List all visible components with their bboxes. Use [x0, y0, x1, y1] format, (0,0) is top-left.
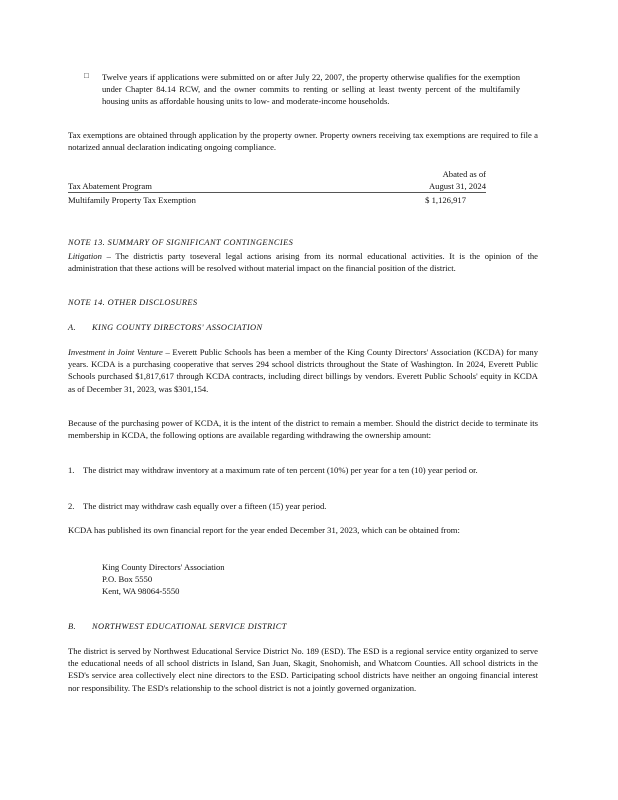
note13-paragraph: [68, 250, 538, 274]
address-line: Kent, WA 98064-5550: [102, 586, 180, 597]
kcda-text: – Everett Public Schools has been a member of the King County Directors' Association (KCDA) for many years. KCDA is a purchasing cooperative that serves 294 school districts throughout the State of Washington. In 2024, Everett Public Schools purchased $1,817,617 through KCDA contracts, including direct billings by vendors. Everett Public Schools' equity in KCDA as of December 31, 2023, was $301,154.: [68, 347, 538, 394]
table-header-row-2: [68, 180, 486, 193]
list-item-number: 1.: [68, 465, 75, 475]
note13-heading: NOTE 13. SUMMARY OF SIGNIFICANT CONTINGENCIES: [68, 238, 294, 247]
note13-lead: Litigation: [68, 251, 102, 261]
address-line: King County Directors' Association: [102, 562, 225, 572]
kcda-lead: Investment in Joint Venture: [68, 347, 163, 357]
bullet-text: Twelve years if applications were submitted on or after July 22, 2007, the property otherwise qualifies for the exemption under Chapter 84.14 RCW, and the owner commits to renting or selling at least twenty percent of the multifamily housing units as affordable housing units to low- and moderate-income households.: [102, 72, 520, 107]
section-b-letter: B.: [68, 622, 77, 631]
section-b-heading: [68, 621, 287, 633]
table-header-program: Tax Abatement Program: [68, 180, 351, 193]
table-row-value: $ 1,126,917: [425, 195, 466, 206]
table-header-abated: Abated as of: [442, 169, 486, 179]
kcda-report-paragraph: KCDA has published its own financial report for the year ended December 31, 2023, which can be obtained from:: [68, 525, 460, 535]
kcda-address: [102, 561, 225, 598]
section-a-heading: [68, 322, 262, 334]
address-line: P.O. Box 5550: [102, 574, 153, 585]
exemption-bullet: [84, 71, 520, 108]
table-header-row-1: [68, 168, 486, 180]
list-item: [68, 500, 540, 512]
kcda-paragraph: [68, 346, 538, 395]
esd-paragraph: The district is served by Northwest Educational Service District No. 189 (ESD). The ESD is a regional service entity organized to serve the educational needs of all school districts in Island, San Juan, Skagit, Snohomish, and Whatcom Counties. All school districts in the ESD's service area collectively elect nine directors to the ESD. Participating school districts have neither an ongoing financial interest nor responsibility. The ESD's relationship to the school district is not a jointly governed organization.: [68, 646, 538, 693]
list-item: [68, 464, 540, 476]
kcda-intent-paragraph: Because of the purchasing power of KCDA, it is the intent of the district to remain a member. Should the district decide to terminate its membership in KCDA, the following options are available regarding withdrawing the ownership amount:: [68, 418, 538, 441]
table-row: [68, 193, 486, 207]
tax-exemption-paragraph: Tax exemptions are obtained through application by the property owner. Property owners receiving tax exemptions are required to file a notarized annual declaration indicating ongoing compliance.: [68, 130, 538, 153]
section-b-title: NORTHWEST EDUCATIONAL SERVICE DISTRICT: [92, 622, 287, 631]
note14-heading: NOTE 14. OTHER DISCLOSURES: [68, 298, 198, 307]
list-item-text: The district may withdraw cash equally over a fifteen (15) year period.: [83, 501, 327, 511]
section-a-letter: A.: [68, 323, 77, 332]
table-row-label: Multifamily Property Tax Exemption: [68, 195, 196, 206]
section-a-title: KING COUNTY DIRECTORS' ASSOCIATION: [92, 323, 263, 332]
tax-abatement-table: [68, 168, 538, 207]
table-header-date: August 31, 2024: [351, 180, 486, 193]
list-item-text: The district may withdraw inventory at a maximum rate of ten percent (10%) per year for a ten (10) year period or.: [83, 465, 478, 475]
bullet-box-icon: □: [84, 71, 89, 80]
list-item-number: 2.: [68, 501, 75, 511]
note13-text: – The districtis party toseveral legal actions arising from its normal educational activities. It is the opinion of the administration that these actions will be resolved without material impact on the financial position of the district.: [68, 251, 538, 274]
